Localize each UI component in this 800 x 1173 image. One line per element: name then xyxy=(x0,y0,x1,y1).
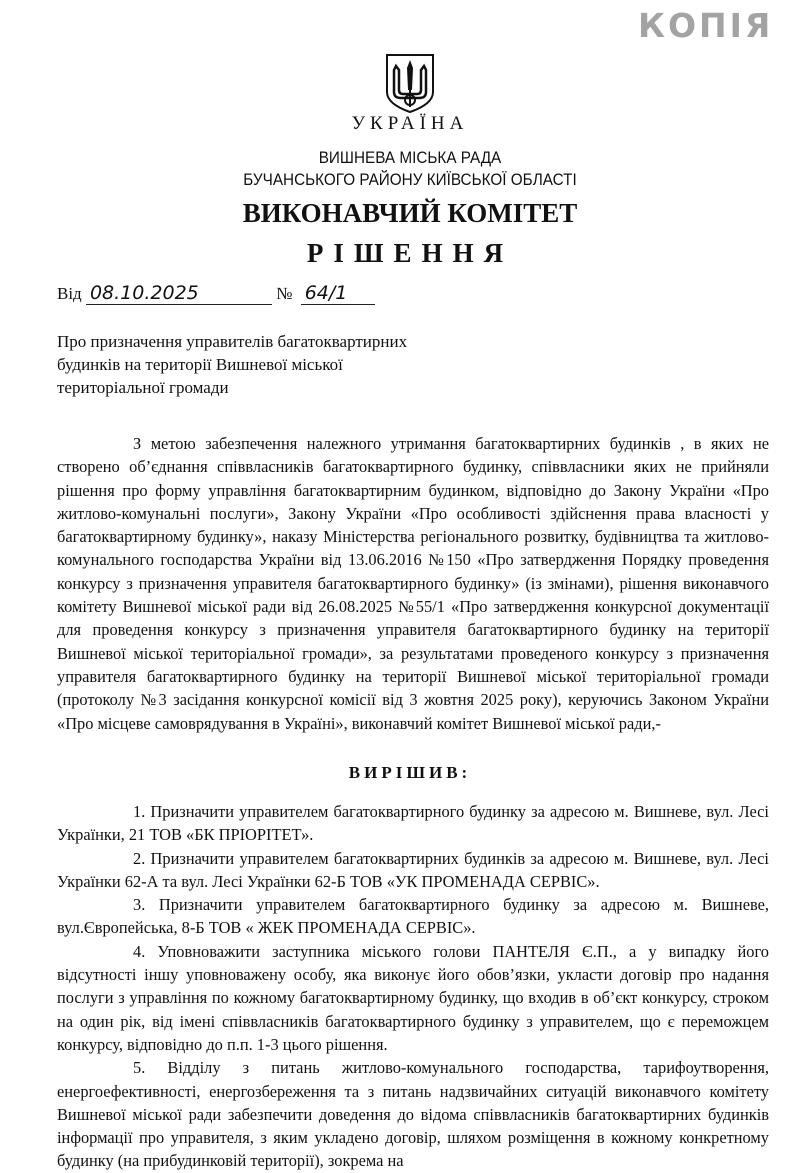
council-region: БУЧАНСЬКОГО РАЙОНУ КИЇВСЬКОЇ ОБЛАСТІ xyxy=(243,170,577,189)
resolution-item: 4. Уповноважити заступника міського голови ПАНТЕЛЯ Є.П., а у випадку його відсутності іншу уповноважену особу, яка виконує його обов’язки, укласти договір про надання послуги з управління по кожному багатоквартирному будинку, що входив в об’єкт конкурсу, строком на один рік, від імені співвласників багатоквартирного будинку з управителем, що є переможцем конкурсу, відповідно до п.п. 1-3 цього рішення. xyxy=(57,941,769,1054)
preamble-paragraph: З метою забезпечення належного утримання багатоквартирних будинків , в яких не створено об’єднання співвласників багатоквартирного будинку, співвласники яких не прийняли рішення про форму управління багатоквартирним будинком, відповідно до Закону України «Про житлово-комунальні послуги», Закону України «Про особливості здійснення права власності у багатоквартирному будинку», наказу Міністерства регіонального розвитку, будівництва та житлово-комунального господарства України від 13.06.2016 №150 «Про затвердження Порядку проведення конкурсу з призначення управителя багатоквартирного будинку» (із змінами), рішення виконавчого комітету Вишневої міської ради від 26.08.2025 №55/1 «Про затвердження конкурсної документації для проведення конкурсу з призначення управителя багатоквартирного будинку на території Вишневої міської територіальної громади», за результатами проведеного конкурсу з призначення управителя багатоквартирного будинку на території Вишневої міської територіальної громади (протоколу №3 засідання конкурсної комісії від 3 жовтня 2025 року), керуючись Законом України «Про місцеве самоврядування в Україні», виконавчий комітет Вишневої міської ради,- xyxy=(57,434,769,733)
resolution-item: 3. Призначити управителем багатоквартирного будинку за адресою м. Вишневе, вул.Європейська, 8-Б ТОВ « ЖЕК ПРОМЕНАДА СЕРВІС». xyxy=(57,895,769,938)
date-number-line xyxy=(57,282,375,305)
handwritten-number: 64/1 xyxy=(301,282,375,305)
resolution-item: 1. Призначити управителем багатоквартирного будинку за адресою м. Вишневе, вул. Лесі Українки, 21 ТОВ «БК ПРІОРІТЕТ». xyxy=(57,802,769,845)
resolution-item: 2. Призначити управителем багатоквартирних будинків за адресою м. Вишневе, вул. Лесі Українки 62-А та вул. Лесі Українки 62-Б ТОВ «УК ПРОМЕНАДА СЕРВІС». xyxy=(57,848,769,891)
preamble-section xyxy=(57,432,769,735)
ukraine-trident-emblem-icon xyxy=(384,52,436,114)
decision-subject xyxy=(57,330,407,399)
resolution-item: 5. Відділу з питань житлово-комунального господарства, тарифоутворення, енергоефективності, енергозбереження та з питань надзвичайних ситуацій виконавчого комітету Вишневої міської ради забезпечити доведення до відома співвласників багатоквартирних будинків інформації про управителя, з яким укладено договір, шляхом розміщення в кожному конкретному будинку (на прибудинковій території), зокрема на xyxy=(57,1058,769,1171)
resolution-items xyxy=(57,800,769,1173)
subject-line: Про призначення управителів багатоквартирних xyxy=(57,332,408,351)
subject-line: будинків на території Вишневої міської xyxy=(57,355,343,374)
number-label: № xyxy=(276,284,293,303)
date-label: Від xyxy=(57,284,82,303)
copy-stamp: КОПІЯ xyxy=(638,6,774,45)
committee-title: ВИКОНАВЧИЙ КОМІТЕТ xyxy=(242,198,578,228)
resolved-heading: ВИРІШИВ: xyxy=(348,763,472,782)
council-name: ВИШНЕВА МІСЬКА РАДА xyxy=(318,148,502,167)
handwritten-date: 08.10.2025 xyxy=(86,282,272,305)
document-type-title: РІШЕННЯ xyxy=(306,238,514,268)
country-name: УКРАЇНА xyxy=(351,113,469,134)
subject-line: територіальної громади xyxy=(57,378,229,397)
